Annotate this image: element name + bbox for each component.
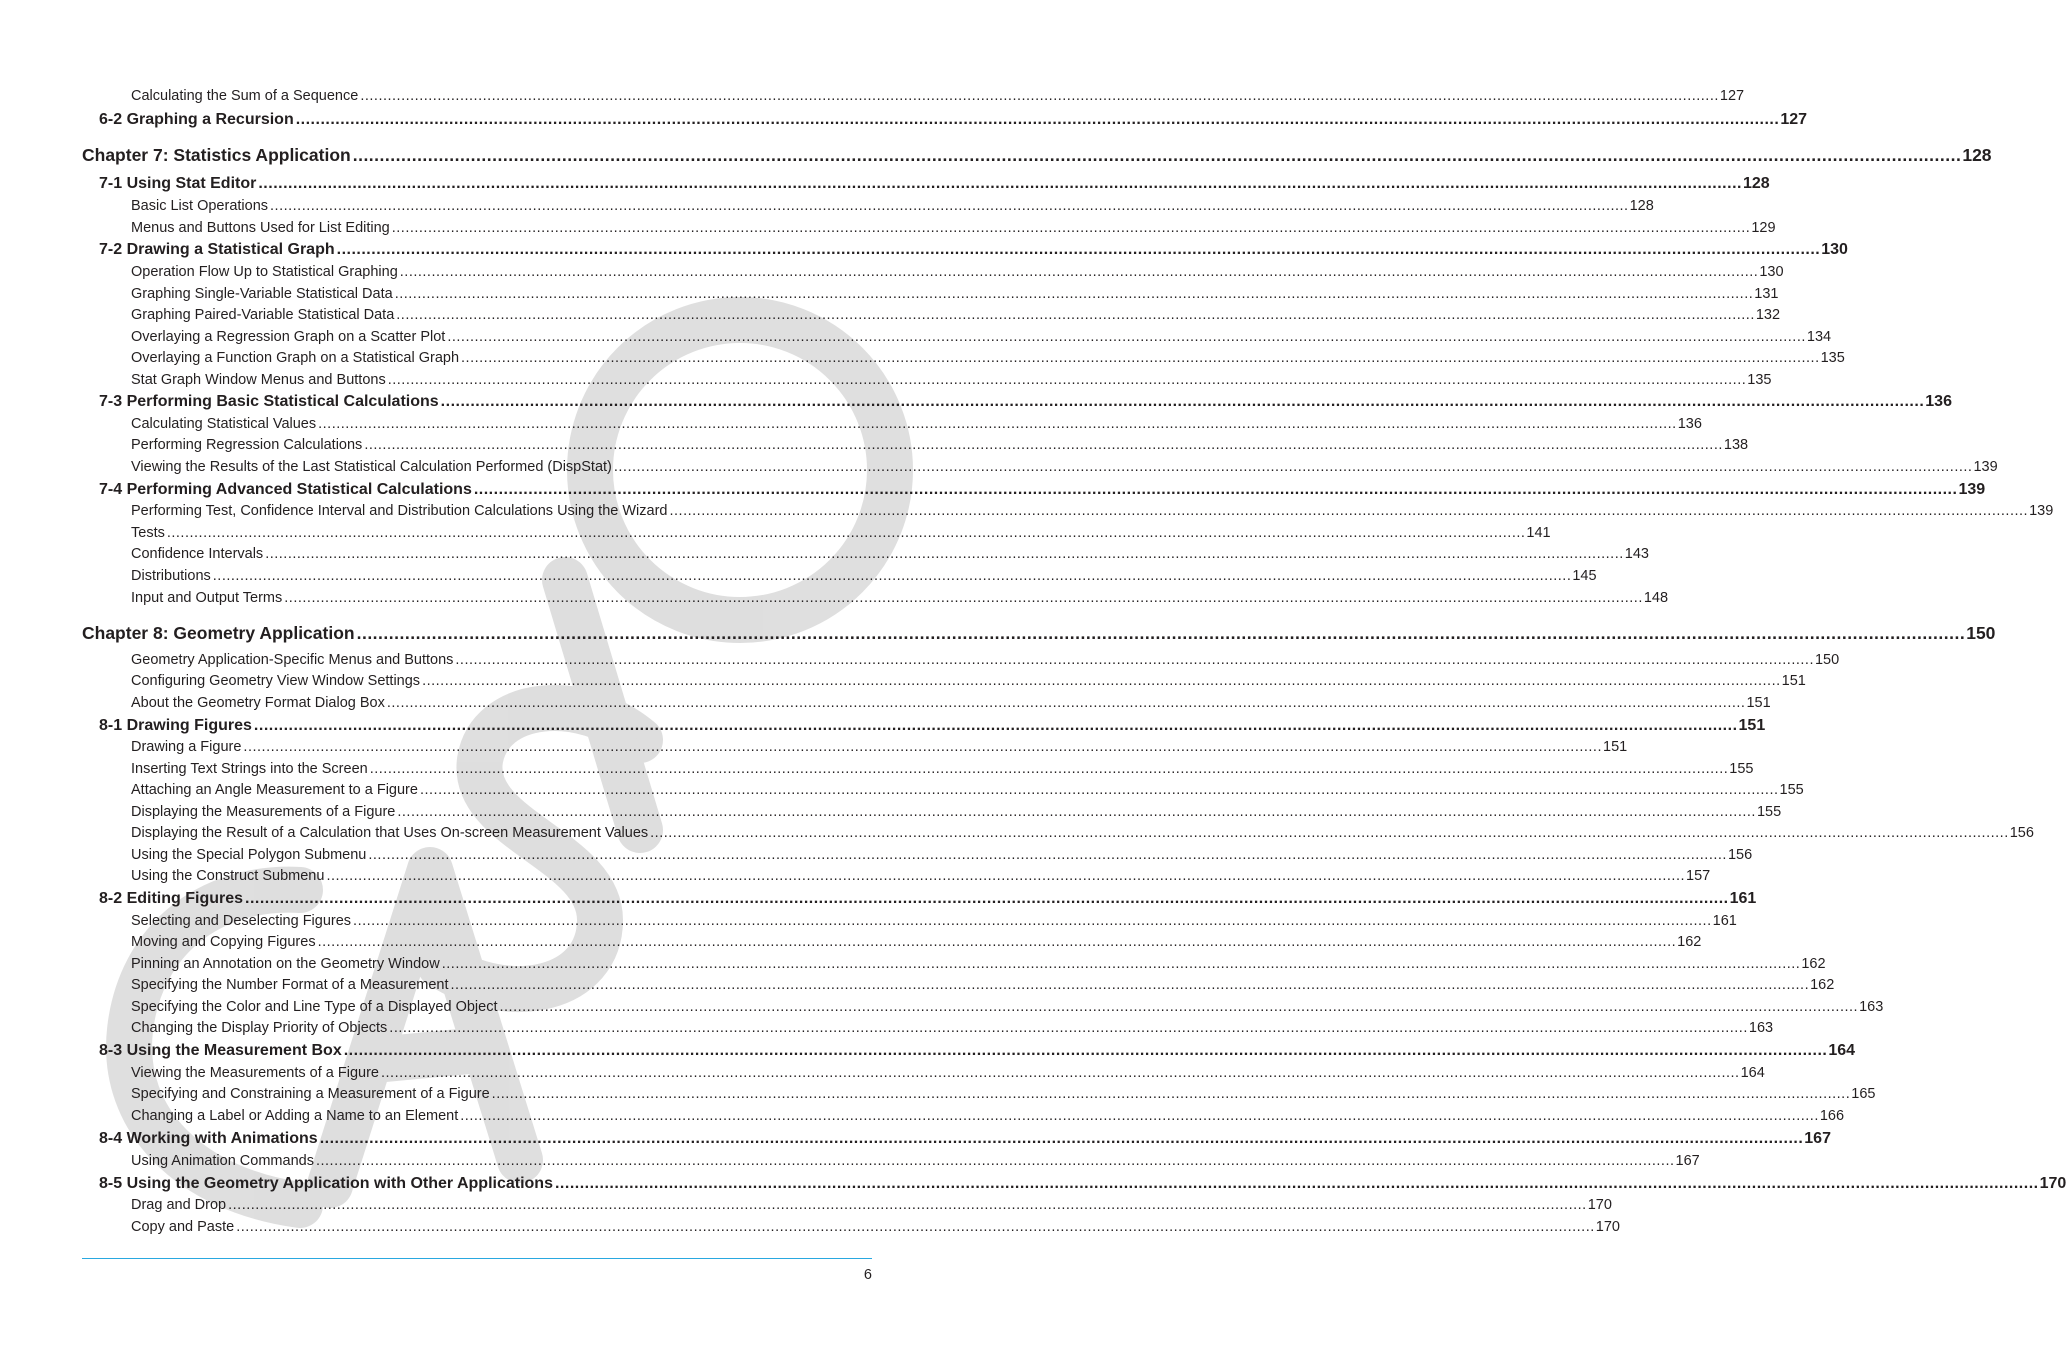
toc-entry-page: 161 — [1712, 913, 1737, 929]
toc-entry-page: 148 — [1643, 590, 1669, 606]
dot-leader: ............................................................................................................................................................................................................................................................................................................ — [352, 145, 1962, 165]
toc-entry-topic[interactable] — [131, 825, 2034, 843]
toc-entry-page: 164 — [1740, 1065, 1765, 1081]
toc-entry-title: Performing Test, Confidence Interval and Distribution Calculations Using the Wizard — [131, 503, 668, 519]
toc-entry-title: Performing Regression Calculations — [131, 437, 363, 453]
toc-entry-section[interactable] — [99, 890, 1757, 910]
toc-entry-page: 145 — [1572, 568, 1597, 584]
toc-entry-page: 141 — [1526, 525, 1551, 541]
dot-leader: ............................................................................................................................................................................................................................................................................................................ — [499, 999, 1859, 1015]
dot-leader: ............................................................................................................................................................................................................................................................................................................ — [389, 1020, 1748, 1036]
dot-leader: ............................................................................................................................................................................................................................................................................................................ — [212, 568, 1572, 584]
toc-entry-title: Basic List Operations — [131, 198, 269, 214]
toc-entry-title: About the Geometry Format Dialog Box — [131, 695, 385, 711]
toc-entry-chapter[interactable] — [82, 145, 1992, 167]
toc-entry-page: 166 — [1819, 1108, 1845, 1124]
toc-entry-title: Using the Construct Submenu — [131, 868, 325, 884]
toc-entry-topic[interactable] — [131, 977, 1835, 995]
toc-entry-page: 162 — [1801, 956, 1826, 972]
toc-entry-title: 8-1 Drawing Figures — [99, 717, 252, 734]
dot-leader: ............................................................................................................................................................................................................................................................................................................ — [396, 307, 1755, 323]
toc-entry-section[interactable] — [99, 111, 1808, 131]
dot-leader: ............................................................................................................................................................................................................................................................................................................ — [455, 652, 1814, 668]
toc-entry-title: 8-3 Using the Measurement Box — [99, 1042, 342, 1059]
toc-entry-title: Graphing Single-Variable Statistical Data — [131, 286, 393, 302]
toc-entry-title: Moving and Copying Figures — [131, 934, 316, 950]
page-number: 6 — [863, 1267, 872, 1283]
toc-entry-topic[interactable] — [131, 934, 1702, 952]
toc-entry-page: 156 — [2009, 825, 2034, 841]
dot-leader: ............................................................................................................................................................................................................................................................................................................ — [422, 673, 1781, 689]
dot-leader: ............................................................................................................................................................................................................................................................................................................ — [270, 198, 1629, 214]
toc-entry-title: 6-2 Graphing a Recursion — [99, 111, 294, 128]
dot-leader: ............................................................................................................................................................................................................................................................................................................ — [613, 459, 1973, 475]
toc-entry-topic[interactable] — [131, 1020, 1774, 1038]
toc-entry-topic[interactable] — [131, 437, 1749, 455]
footer-rule — [82, 1258, 872, 1259]
toc-entry-title: Input and Output Terms — [131, 590, 283, 606]
toc-entry-section[interactable] — [99, 481, 1986, 501]
toc-entry-page: 143 — [1624, 546, 1649, 562]
toc-entry-page: 128 — [1962, 145, 1992, 165]
toc-entry-topic[interactable] — [131, 350, 1845, 368]
toc-entry-title: Copy and Paste — [131, 1219, 235, 1235]
toc-entry-section[interactable] — [99, 1042, 1856, 1062]
dot-leader: ............................................................................................................................................................................................................................................................................................................ — [473, 481, 1958, 498]
dot-leader: ............................................................................................................................................................................................................................................................................................................ — [326, 868, 1686, 884]
toc-entry-title: Configuring Geometry View Window Settings — [131, 673, 421, 689]
toc-entry-topic[interactable] — [131, 673, 1806, 691]
toc-entry-topic[interactable] — [131, 372, 1772, 390]
toc-entry-title: Attaching an Angle Measurement to a Figure — [131, 782, 418, 798]
dot-leader: ............................................................................................................................................................................................................................................................................................................ — [397, 804, 1756, 820]
toc-entry-title: Geometry Application-Specific Menus and Buttons — [131, 652, 454, 668]
dot-leader: ............................................................................................................................................................................................................................................................................................................ — [265, 546, 1624, 562]
toc-entry-page: 138 — [1723, 437, 1749, 453]
toc-entry-section[interactable] — [99, 717, 1766, 737]
toc-entry-section[interactable] — [99, 1130, 1831, 1150]
dot-leader: ............................................................................................................................................................................................................................................................................................................ — [554, 1175, 2039, 1192]
toc-entry-title: Overlaying a Regression Graph on a Scatter Plot — [131, 329, 446, 345]
toc-entry-topic[interactable] — [131, 459, 1998, 477]
dot-leader: ............................................................................................................................................................................................................................................................................................................ — [461, 350, 1820, 366]
dot-leader: ............................................................................................................................................................................................................................................................................................................ — [356, 623, 1966, 643]
dot-leader: ............................................................................................................................................................................................................................................................................................................ — [319, 1130, 1804, 1147]
toc-entry-topic[interactable] — [131, 198, 1654, 216]
toc-entry-page: 151 — [1781, 673, 1806, 689]
toc-entry-topic[interactable] — [131, 847, 1753, 865]
dot-leader: ............................................................................................................................................................................................................................................................................................................ — [243, 739, 1602, 755]
toc-entry-title: Specifying the Color and Line Type of a Displayed Object — [131, 999, 498, 1015]
toc-entry-title: Changing a Label or Adding a Name to an Element — [131, 1108, 459, 1124]
dot-leader: ............................................................................................................................................................................................................................................................................................................ — [441, 956, 1801, 972]
dot-leader: ............................................................................................................................................................................................................................................................................................................ — [317, 934, 1677, 950]
toc-entry-title: Overlaying a Function Graph on a Statistical Graph — [131, 350, 460, 366]
dot-leader: ............................................................................................................................................................................................................................................................................................................ — [258, 175, 1742, 192]
toc-entry-page: 132 — [1755, 307, 1781, 323]
dot-leader: ............................................................................................................................................................................................................................................................................................................ — [318, 416, 1677, 432]
dot-leader: ............................................................................................................................................................................................................................................................................................................ — [387, 372, 1747, 388]
toc-entry-topic[interactable] — [131, 1086, 1876, 1104]
dot-leader: ............................................................................................................................................................................................................................................................................................................ — [315, 1153, 1675, 1169]
toc-entry-page: 151 — [1746, 695, 1771, 711]
toc-entry-page: 170 — [1587, 1197, 1612, 1213]
toc-entry-page: 164 — [1828, 1042, 1856, 1059]
toc-entry-topic[interactable] — [131, 416, 1702, 434]
toc-entry-section[interactable] — [99, 175, 1770, 195]
toc-entry-topic[interactable] — [131, 804, 1782, 822]
toc-entry-section[interactable] — [99, 393, 1952, 413]
toc-entry-page: 127 — [1780, 111, 1808, 128]
toc-entry-topic[interactable] — [131, 503, 2054, 521]
toc-entry-topic[interactable] — [131, 590, 1669, 608]
toc-entry-page: 167 — [1675, 1153, 1700, 1169]
toc-entry-title: Changing the Display Priority of Objects — [131, 1020, 388, 1036]
toc-entry-page: 128 — [1742, 175, 1770, 192]
toc-entry-title: Distributions — [131, 568, 211, 584]
toc-entry-page: 162 — [1677, 934, 1702, 950]
toc-entry-page: 167 — [1804, 1130, 1831, 1147]
toc-entry-title: Drag and Drop — [131, 1197, 227, 1213]
dot-leader: ............................................................................................................................................................................................................................................................................................................ — [360, 88, 1719, 104]
toc-entry-topic[interactable] — [131, 739, 1628, 757]
dot-leader: ............................................................................................................................................................................................................................................................................................................ — [440, 393, 1925, 410]
toc-entry-title: 7-1 Using Stat Editor — [99, 175, 257, 192]
toc-entry-topic[interactable] — [131, 956, 1826, 974]
dot-leader: ............................................................................................................................................................................................................................................................................................................ — [669, 503, 2029, 519]
toc-entry-page: 134 — [1806, 329, 1832, 345]
toc-entry-title: Chapter 7: Statistics Application — [82, 145, 351, 165]
dot-leader: ............................................................................................................................................................................................................................................................................................................ — [228, 1197, 1587, 1213]
dot-leader: ............................................................................................................................................................................................................................................................................................................ — [284, 590, 1643, 606]
toc-entry-page: 135 — [1820, 350, 1845, 366]
toc-entry-page: 151 — [1603, 739, 1628, 755]
toc-entry-topic[interactable] — [131, 88, 1745, 106]
toc-entry-topic[interactable] — [131, 913, 1737, 931]
toc-entry-page: 157 — [1686, 868, 1711, 884]
toc-entry-page: 128 — [1629, 198, 1654, 214]
toc-entry-title: Selecting and Deselecting Figures — [131, 913, 352, 929]
toc-entry-chapter[interactable] — [82, 623, 1996, 645]
toc-entry-topic[interactable] — [131, 761, 1754, 779]
toc-entry-page: 135 — [1747, 372, 1772, 388]
toc-entry-topic[interactable] — [131, 286, 1779, 304]
toc-entry-title: Displaying the Result of a Calculation that Uses On-screen Measurement Values — [131, 825, 649, 841]
toc-entry-page: 127 — [1719, 88, 1745, 104]
toc-entry-topic[interactable] — [131, 525, 1551, 543]
toc-entry-page: 136 — [1925, 393, 1952, 410]
toc-entry-page: 136 — [1677, 416, 1702, 432]
dot-leader: ............................................................................................................................................................................................................................................................................................................ — [491, 1086, 1851, 1102]
toc-entry-topic[interactable] — [131, 1065, 1765, 1083]
toc-entry-title: Inserting Text Strings into the Screen — [131, 761, 368, 777]
dot-leader: ............................................................................................................................................................................................................................................................................................................ — [394, 286, 1754, 302]
dot-leader: ............................................................................................................................................................................................................................................................................................................ — [353, 913, 1712, 929]
toc-entry-topic[interactable] — [131, 695, 1771, 713]
toc-entry-topic[interactable] — [131, 546, 1649, 564]
dot-leader: ............................................................................................................................................................................................................................................................................................................ — [399, 264, 1759, 280]
toc-entry-page: 139 — [1973, 459, 1998, 475]
toc-entry-topic[interactable] — [131, 1153, 1700, 1171]
toc-entry-title: Drawing a Figure — [131, 739, 242, 755]
toc-entry-page: 131 — [1754, 286, 1779, 302]
toc-entry-title: Calculating Statistical Values — [131, 416, 317, 432]
toc-entry-title: Using Animation Commands — [131, 1153, 314, 1169]
toc-entry-page: 151 — [1738, 717, 1766, 734]
toc-entry-title: 7-4 Performing Advanced Statistical Calculations — [99, 481, 472, 498]
toc-entry-page: 162 — [1810, 977, 1835, 993]
toc-entry-topic[interactable] — [131, 1219, 1620, 1237]
toc-entry-topic[interactable] — [131, 868, 1711, 886]
toc-entry-title: Using the Special Polygon Submenu — [131, 847, 367, 863]
dot-leader: ............................................................................................................................................................................................................................................................................................................ — [295, 111, 1780, 128]
dot-leader: ............................................................................................................................................................................................................................................................................................................ — [336, 241, 1821, 258]
toc-entry-page: 139 — [1958, 481, 1986, 498]
toc-entry-page: 155 — [1756, 804, 1782, 820]
toc-entry-title: Specifying the Number Format of a Measurement — [131, 977, 449, 993]
toc-entry-section[interactable] — [99, 241, 1848, 261]
toc-entry-page: 150 — [1814, 652, 1840, 668]
toc-entry-title: Specifying and Constraining a Measurement of a Figure — [131, 1086, 490, 1102]
dot-leader: ............................................................................................................................................................................................................................................................................................................ — [380, 1065, 1740, 1081]
toc-entry-topic[interactable] — [131, 307, 1781, 325]
toc-entry-topic[interactable] — [131, 999, 1884, 1017]
dot-leader: ............................................................................................................................................................................................................................................................................................................ — [450, 977, 1810, 993]
dot-leader: ............................................................................................................................................................................................................................................................................................................ — [245, 890, 1729, 907]
toc-entry-title: Viewing the Results of the Last Statistical Calculation Performed (DispStat) — [131, 459, 612, 475]
toc-entry-page: 130 — [1759, 264, 1784, 280]
toc-entry-topic[interactable] — [131, 220, 1776, 238]
toc-entry-title: 8-4 Working with Animations — [99, 1130, 318, 1147]
toc-entry-page: 130 — [1821, 241, 1848, 258]
toc-entry-page: 163 — [1859, 999, 1884, 1015]
dot-leader: ............................................................................................................................................................................................................................................................................................................ — [386, 695, 1746, 711]
toc-entry-title: Menus and Buttons Used for List Editing — [131, 220, 390, 236]
toc-entry-title: Graphing Paired-Variable Statistical Data — [131, 307, 395, 323]
toc-entry-topic[interactable] — [131, 329, 1832, 347]
toc-entry-title: Chapter 8: Geometry Application — [82, 623, 355, 643]
dot-leader: ............................................................................................................................................................................................................................................................................................................ — [460, 1108, 1819, 1124]
toc-entry-title: Confidence Intervals — [131, 546, 264, 562]
dot-leader: ............................................................................................................................................................................................................................................................................................................ — [447, 329, 1806, 345]
dot-leader: ............................................................................................................................................................................................................................................................................................................ — [236, 1219, 1595, 1235]
toc-entry-title: Stat Graph Window Menus and Buttons — [131, 372, 386, 388]
dot-leader: ............................................................................................................................................................................................................................................................................................................ — [253, 717, 1738, 734]
toc-entry-page: 139 — [2029, 503, 2054, 519]
dot-leader: ............................................................................................................................................................................................................................................................................................................ — [364, 437, 1723, 453]
toc-entry-page: 129 — [1751, 220, 1776, 236]
toc-entry-title: 8-2 Editing Figures — [99, 890, 244, 907]
toc-entry-topic[interactable] — [131, 1197, 1612, 1215]
dot-leader: ............................................................................................................................................................................................................................................................................................................ — [419, 782, 1779, 798]
toc-entry-title: Pinning an Annotation on the Geometry Window — [131, 956, 440, 972]
toc-entry-page: 170 — [2039, 1175, 2066, 1192]
dot-leader: ............................................................................................................................................................................................................................................................................................................ — [343, 1042, 1828, 1059]
toc-entry-page: 163 — [1748, 1020, 1774, 1036]
toc-entry-title: 7-2 Drawing a Statistical Graph — [99, 241, 335, 258]
toc-entry-title: Calculating the Sum of a Sequence — [131, 88, 359, 104]
toc-entry-title: 8-5 Using the Geometry Application with Other Applications — [99, 1175, 553, 1192]
toc-entry-topic[interactable] — [131, 264, 1784, 282]
toc-entry-topic[interactable] — [131, 1108, 1845, 1126]
dot-leader: ............................................................................................................................................................................................................................................................................................................ — [391, 220, 1751, 236]
toc-entry-section[interactable] — [99, 1175, 2066, 1195]
toc-entry-page: 155 — [1729, 761, 1754, 777]
dot-leader: ............................................................................................................................................................................................................................................................................................................ — [650, 825, 2009, 841]
toc-entry-topic[interactable] — [131, 652, 1840, 670]
toc-entry-topic[interactable] — [131, 782, 1804, 800]
toc-entry-page: 150 — [1966, 623, 1996, 643]
dot-leader: ............................................................................................................................................................................................................................................................................................................ — [369, 761, 1729, 777]
toc-entry-title: 7-3 Performing Basic Statistical Calculations — [99, 393, 439, 410]
dot-leader: ............................................................................................................................................................................................................................................................................................................ — [166, 525, 1526, 541]
toc-entry-page: 161 — [1729, 890, 1757, 907]
toc-entry-page: 156 — [1727, 847, 1753, 863]
dot-leader: ............................................................................................................................................................................................................................................................................................................ — [368, 847, 1727, 863]
toc-entry-title: Operation Flow Up to Statistical Graphing — [131, 264, 398, 280]
toc-entry-title: Tests — [131, 525, 165, 541]
toc-entry-title: Displaying the Measurements of a Figure — [131, 804, 396, 820]
toc-entry-topic[interactable] — [131, 568, 1597, 586]
toc-entry-page: 165 — [1851, 1086, 1876, 1102]
toc-entry-page: 155 — [1779, 782, 1804, 798]
toc-entry-title: Viewing the Measurements of a Figure — [131, 1065, 379, 1081]
toc-entry-page: 170 — [1595, 1219, 1620, 1235]
